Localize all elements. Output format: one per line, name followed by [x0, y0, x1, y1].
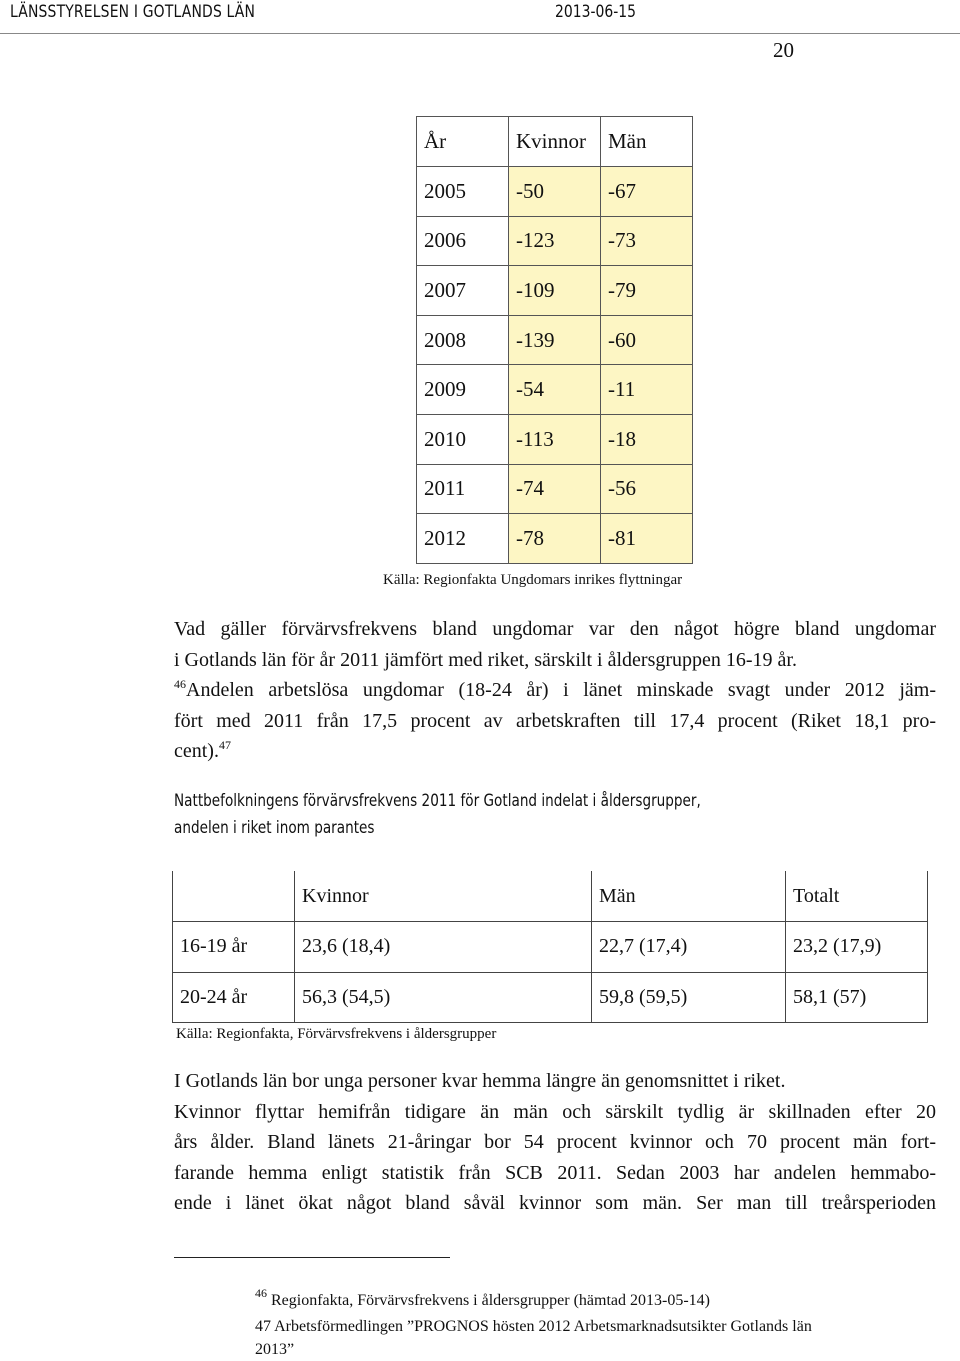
table-cell: -56 — [601, 464, 693, 514]
column-header-women: Kvinnor — [295, 871, 592, 922]
column-header-men: Män — [592, 871, 786, 922]
table-cell: 2011 — [417, 464, 509, 514]
migration-table — [416, 116, 693, 564]
table-caption — [174, 788, 701, 842]
text-line-content: cent). — [174, 740, 219, 762]
table-cell: 56,3 (54,5) — [295, 972, 592, 1023]
table-cell: 22,7 (17,4) — [592, 922, 786, 973]
footnote-ref-47[interactable]: 47 — [218, 738, 231, 752]
employment-rate-table — [172, 871, 928, 1023]
text-line: ende i länet ökat något bland såväl kvinnor som män. Ser man till treårsperioden — [174, 1192, 936, 1214]
caption-line: Nattbefolkningens förvärvsfrekvens 2011 för Gotland indelat i åldersgrupper, — [174, 791, 701, 811]
table-cell: 59,8 (59,5) — [592, 972, 786, 1023]
column-header-women: Kvinnor — [509, 117, 601, 167]
table-row — [173, 972, 928, 1023]
table-header-row — [173, 871, 928, 922]
header-divider — [0, 33, 960, 34]
table-cell: -67 — [601, 167, 693, 217]
table-cell: -73 — [601, 216, 693, 266]
table-row — [417, 315, 693, 365]
table-row — [417, 414, 693, 464]
text-line: I Gotlands län bor unga personer kvar hemma längre än genomsnittet i riket. — [174, 1070, 786, 1092]
table-cell: -54 — [509, 365, 601, 415]
table-cell: 23,2 (17,9) — [786, 922, 928, 973]
table-cell: -81 — [601, 514, 693, 564]
footnote-text: 2013” — [255, 1341, 295, 1358]
table-row — [417, 216, 693, 266]
table-cell: 20-24 år — [173, 972, 295, 1023]
table-cell: -113 — [509, 414, 601, 464]
footnote-text: Regionfakta, Förvärvsfrekvens i åldersgrupper (hämtad 2013-05-14) — [271, 1292, 710, 1309]
table-cell: 23,6 (18,4) — [295, 922, 592, 973]
footnote-number: 46 — [255, 1286, 267, 1300]
text-line — [174, 736, 936, 767]
table-header-row — [417, 117, 693, 167]
table-cell: -50 — [509, 167, 601, 217]
table-cell: -78 — [509, 514, 601, 564]
table-cell: -11 — [601, 365, 693, 415]
caption-line: andelen i riket inom parantes — [174, 818, 375, 838]
header-date: 2013-06-15 — [555, 2, 637, 22]
table-source-note: Källa: Regionfakta Ungdomars inrikes flyttningar — [383, 572, 683, 588]
text-line-content: Andelen arbetslösa ungdomar (18-24 år) i länet minskade svagt under 2012 jäm- — [186, 679, 936, 701]
table-cell: -74 — [509, 464, 601, 514]
table-cell: 58,1 (57) — [786, 972, 928, 1023]
table-cell: -139 — [509, 315, 601, 365]
table-row — [417, 266, 693, 316]
table-source-note: Källa: Regionfakta, Förvärvsfrekvens i åldersgrupper — [176, 1026, 497, 1042]
text-line — [174, 675, 936, 706]
footnote-divider — [174, 1257, 450, 1258]
column-header-men: Män — [601, 117, 693, 167]
page-number: 20 — [773, 38, 794, 62]
footnote-ref-46[interactable]: 46 — [174, 677, 186, 691]
table-cell: 2006 — [417, 216, 509, 266]
text-line: års ålder. Bland länets 21-åringar bor 54 procent kvinnor och 70 procent män fort- — [174, 1131, 936, 1153]
footnote-46 — [255, 1286, 710, 1312]
column-header-total: Totalt — [786, 871, 928, 922]
table-row — [417, 365, 693, 415]
body-paragraph — [174, 1066, 936, 1219]
text-line: fört med 2011 från 17,5 procent av arbetskraften till 17,4 procent (Riket 18,1 pro- — [174, 709, 936, 732]
text-line: Vad gäller förvärvsfrekvens bland ungdomar var den något högre bland ungdomar — [174, 618, 936, 640]
table-row — [417, 464, 693, 514]
table-cell: -79 — [601, 266, 693, 316]
table-cell: 2010 — [417, 414, 509, 464]
table-cell: -60 — [601, 315, 693, 365]
table-cell: 2012 — [417, 514, 509, 564]
column-header-year: År — [417, 117, 509, 167]
table-cell: 2009 — [417, 365, 509, 415]
table-row — [173, 922, 928, 973]
table-cell: -18 — [601, 414, 693, 464]
body-paragraph — [174, 614, 936, 767]
table-cell: 2005 — [417, 167, 509, 217]
text-line: Kvinnor flyttar hemifrån tidigare än män och särskilt tydlig är skillnaden efter 20 — [174, 1100, 936, 1123]
column-header-age — [173, 871, 295, 922]
table-cell: 2008 — [417, 315, 509, 365]
text-line: farande hemma enligt statistik från SCB 2011. Sedan 2003 har andelen hemmabo- — [174, 1161, 936, 1184]
table-cell: -109 — [509, 266, 601, 316]
table-cell: -123 — [509, 216, 601, 266]
footnote-text: 47 Arbetsförmedlingen ”PROGNOS hösten 2012 Arbetsmarknadsutsikter Gotlands län — [255, 1318, 812, 1335]
table-cell: 2007 — [417, 266, 509, 316]
table-cell: 16-19 år — [173, 922, 295, 973]
text-line: i Gotlands län för år 2011 jämfört med riket, särskilt i åldersgruppen 16-19 år. — [174, 648, 797, 671]
table-row — [417, 514, 693, 564]
footnote-47 — [255, 1315, 935, 1361]
header-organization: LÄNSSTYRELSEN I GOTLANDS LÄN — [10, 2, 256, 22]
table-row — [417, 167, 693, 217]
